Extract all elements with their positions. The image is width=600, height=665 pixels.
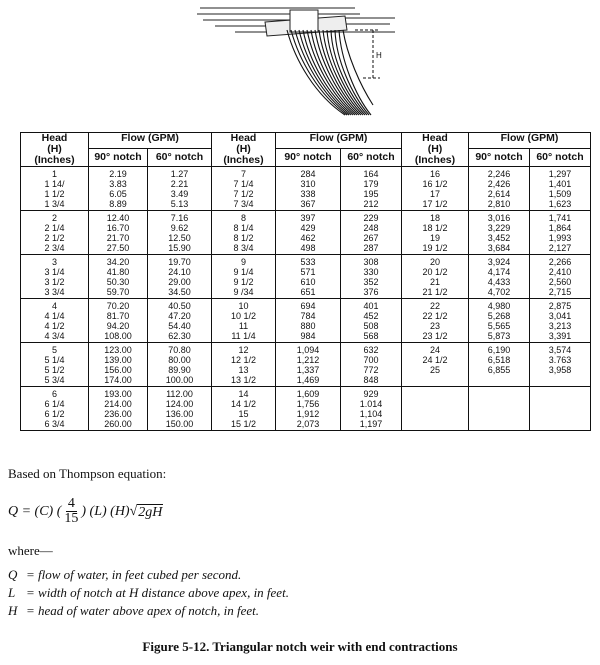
table-cell: 1,094 1,212 1,337 1,469 xyxy=(276,343,341,387)
table-cell xyxy=(469,387,530,431)
table-cell: 6,190 6,518 6,855 xyxy=(469,343,530,387)
table-cell: 8 8 1/4 8 1/2 8 3/4 xyxy=(212,211,276,255)
table-cell: 9 9 1/4 9 1/2 9 /34 xyxy=(212,255,276,299)
table-cell: 2,875 3,041 3,213 3,391 xyxy=(530,299,591,343)
table-cell: 112.00 124.00 136.00 150.00 xyxy=(148,387,212,431)
table-cell: 40.50 47.20 54.40 62.30 xyxy=(148,299,212,343)
table-cell: 12 12 1/2 13 13 1/2 xyxy=(212,343,276,387)
head-header-2: Head (H) (Inches) xyxy=(212,133,276,167)
table-cell xyxy=(402,387,469,431)
table-cell xyxy=(530,387,591,431)
table-cell: 123.00 139.00 156.00 174.00 xyxy=(89,343,148,387)
table-cell: 2.19 3.83 6.05 8.89 xyxy=(89,167,148,211)
table-row xyxy=(21,299,591,343)
notch90-header-1: 90° notch xyxy=(89,148,148,166)
table-cell: 10 10 1/2 11 11 1/4 xyxy=(212,299,276,343)
table-cell: 1,741 1,864 1,993 2,127 xyxy=(530,211,591,255)
table-row xyxy=(21,255,591,299)
notch90-header-2: 90° notch xyxy=(276,148,341,166)
table-cell: 2,266 2,410 2,560 2,715 xyxy=(530,255,591,299)
table-cell: 2 2 1/4 2 1/2 2 3/4 xyxy=(21,211,89,255)
table-cell: 1,609 1,756 1,912 2,073 xyxy=(276,387,341,431)
table-cell: 12.40 16.70 21.70 27.50 xyxy=(89,211,148,255)
table-cell: 694 784 880 984 xyxy=(276,299,341,343)
definition-q: Q = flow of water, in feet cubed per second. xyxy=(8,567,242,582)
table-cell: 1,297 1,401 1,509 1,623 xyxy=(530,167,591,211)
table-cell: 1.27 2.21 3.49 5.13 xyxy=(148,167,212,211)
table-cell: 4,980 5,268 5,565 5,873 xyxy=(469,299,530,343)
thompson-equation xyxy=(8,497,163,526)
equation-sqrt: √ 2gH xyxy=(129,503,163,520)
notch60-header-3: 60° notch xyxy=(530,148,591,166)
table-cell: 284 310 338 367 xyxy=(276,167,341,211)
table-cell: 70.20 81.70 94.20 108.00 xyxy=(89,299,148,343)
h-dimension-label: H xyxy=(376,51,382,60)
table-cell: 401 452 508 568 xyxy=(341,299,402,343)
flow-header-1: Flow (GPM) xyxy=(89,133,212,149)
table-cell: 533 571 610 651 xyxy=(276,255,341,299)
figure-caption: Figure 5-12. Triangular notch weir with end contractions xyxy=(142,639,458,654)
based-on-text: Based on Thompson equation: xyxy=(8,466,167,481)
table-cell: 929 1.014 1,104 1,197 xyxy=(341,387,402,431)
table-cell: 18 18 1/2 19 19 1/2 xyxy=(402,211,469,255)
table-cell: 308 330 352 376 xyxy=(341,255,402,299)
where-text: where— xyxy=(8,543,53,558)
table-cell: 632 700 772 848 xyxy=(341,343,402,387)
flow-table-body xyxy=(21,167,591,431)
table-cell: 14 14 1/2 15 15 1/2 xyxy=(212,387,276,431)
table-cell: 7 7 1/4 7 1/2 7 3/4 xyxy=(212,167,276,211)
flow-header-2: Flow (GPM) xyxy=(276,133,402,149)
table-cell: 3 3 1/4 3 1/2 3 3/4 xyxy=(21,255,89,299)
table-cell: 6 6 1/4 6 1/2 6 3/4 xyxy=(21,387,89,431)
table-cell: 4 4 1/4 4 1/2 4 3/4 xyxy=(21,299,89,343)
table-cell: 3,924 4,174 4,433 4,702 xyxy=(469,255,530,299)
equation-rhs: ) (L) (H) xyxy=(81,503,130,519)
equation-fraction: $\frac{4}{15}$ xyxy=(64,496,79,526)
flow-header-3: Flow (GPM) xyxy=(469,133,591,149)
notch60-header-1: 60° notch xyxy=(148,148,212,166)
table-cell: 229 248 267 287 xyxy=(341,211,402,255)
table-row xyxy=(21,167,591,211)
flow-table xyxy=(20,132,591,431)
weir-illustration xyxy=(195,0,395,120)
head-header-1: Head (H) (Inches) xyxy=(21,133,89,167)
table-cell: 24 24 1/2 25 xyxy=(402,343,469,387)
definition-l: L = width of notch at H distance above apex, in feet. xyxy=(8,585,289,600)
table-cell: 34.20 41.80 50.30 59.70 xyxy=(89,255,148,299)
table-cell: 397 429 462 498 xyxy=(276,211,341,255)
table-cell: 16 16 1/2 17 17 1/2 xyxy=(402,167,469,211)
definitions xyxy=(8,566,289,620)
notch60-header-2: 60° notch xyxy=(341,148,402,166)
table-row xyxy=(21,343,591,387)
table-row xyxy=(21,387,591,431)
table-cell: 3,574 3.763 3,958 xyxy=(530,343,591,387)
definition-h: H = head of water above apex of notch, in feet. xyxy=(8,603,259,618)
table-cell: 3,016 3,229 3,452 3,684 xyxy=(469,211,530,255)
table-cell: 22 22 1/2 23 23 1/2 xyxy=(402,299,469,343)
table-cell: 5 5 1/4 5 1/2 5 3/4 xyxy=(21,343,89,387)
table-cell: 20 20 1/2 21 21 1/2 xyxy=(402,255,469,299)
table-cell: 193.00 214.00 236.00 260.00 xyxy=(89,387,148,431)
table-row xyxy=(21,211,591,255)
table-cell: 1 1 14/ 1 1/2 1 3/4 xyxy=(21,167,89,211)
table-cell: 164 179 195 212 xyxy=(341,167,402,211)
head-header-3: Head (H) (Inches) xyxy=(402,133,469,167)
table-cell: 19.70 24.10 29.00 34.50 xyxy=(148,255,212,299)
equation-lhs: Q = (C) ( xyxy=(8,503,62,519)
table-cell: 2,246 2,426 2,614 2,810 xyxy=(469,167,530,211)
table-cell: 7.16 9.62 12.50 15.90 xyxy=(148,211,212,255)
notch90-header-3: 90° notch xyxy=(469,148,530,166)
table-cell: 70.80 80.00 89.90 100.00 xyxy=(148,343,212,387)
